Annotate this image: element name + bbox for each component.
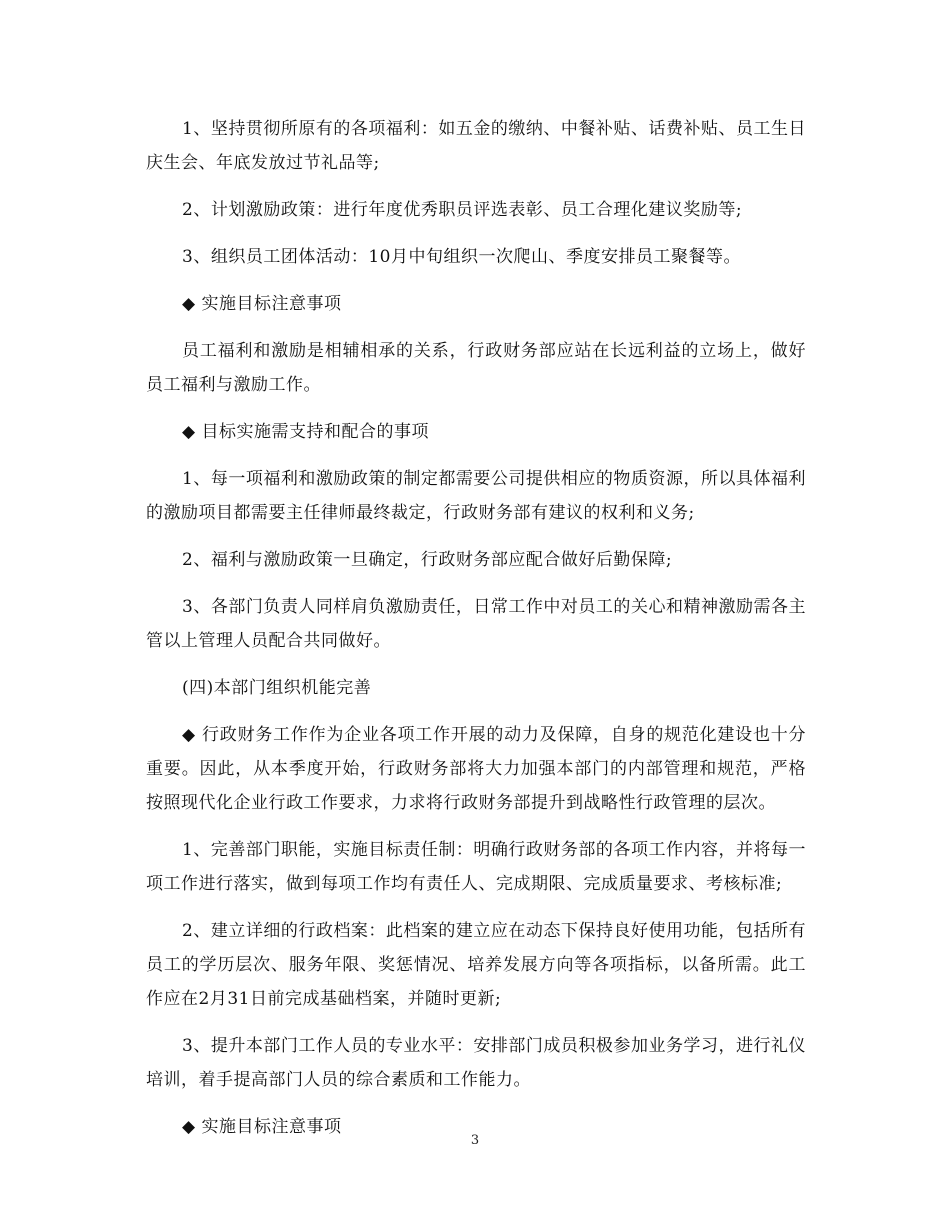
document-page xyxy=(146,112,806,1157)
heading-notes-1: ◆ 实施目标注意事项 xyxy=(182,294,342,314)
paragraph-dept-1: 1、完善部门职能，实施目标责任制：明确行政财务部的各项工作内容，并将每一项工作进行落实，做到每项工作均有责任人、完成期限、完成质量要求、考核标准; xyxy=(146,840,806,894)
paragraph-welfare-1: 1、坚持贯彻所原有的各项福利：如五金的缴纳、中餐补贴、话费补贴、员工生日庆生会、年底发放过节礼品等; xyxy=(146,119,806,173)
paragraph-dept-intro: ◆ 行政财务工作作为企业各项工作开展的动力及保障，自身的规范化建设也十分重要。因此，从本季度开始，行政财务部将大力加强本部门的内部管理和规范，严格按照现代化企业行政工作要求，力求将行政财务部提升到战略性行政管理的层次。 xyxy=(146,725,806,813)
paragraph-support-2: 2、福利与激励政策一旦确定，行政财务部应配合做好后勤保障; xyxy=(182,550,673,570)
paragraph-dept-2: 2、建立详细的行政档案：此档案的建立应在动态下保持良好使用功能，包括所有员工的学历层次、服务年限、奖惩情况、培养发展方向等各项指标，以备所需。此工作应在2月31日前完成基础档案，并随时更新; xyxy=(146,921,806,1009)
paragraph-support-3: 3、各部门负责人同样肩负激励责任，日常工作中对员工的关心和精神激励需各主管以上管理人员配合共同做好。 xyxy=(146,597,806,651)
page-number: 3 xyxy=(470,1133,480,1148)
paragraph-welfare-relation: 员工福利和激励是相辅相承的关系，行政财务部应站在长远利益的立场上，做好员工福利与激励工作。 xyxy=(146,341,806,395)
paragraph-dept-3: 3、提升本部门工作人员的专业水平：安排部门成员积极参加业务学习，进行礼仪培训，着手提高部门人员的综合素质和工作能力。 xyxy=(146,1036,806,1090)
paragraph-welfare-2: 2、计划激励政策：进行年度优秀职员评选表彰、员工合理化建议奖励等; xyxy=(182,200,743,220)
paragraph-welfare-3: 3、组织员工团体活动：10月中旬组织一次爬山、季度安排员工聚餐等。 xyxy=(182,247,741,267)
heading-support: ◆ 目标实施需支持和配合的事项 xyxy=(182,422,429,442)
section-heading-four: (四)本部门组织机能完善 xyxy=(182,678,372,698)
heading-notes-2: ◆ 实施目标注意事项 xyxy=(182,1117,342,1137)
paragraph-support-1: 1、每一项福利和激励政策的制定都需要公司提供相应的物质资源，所以具体福利的激励项目都需要主任律师最终裁定，行政财务部有建议的权利和义务; xyxy=(146,469,806,523)
